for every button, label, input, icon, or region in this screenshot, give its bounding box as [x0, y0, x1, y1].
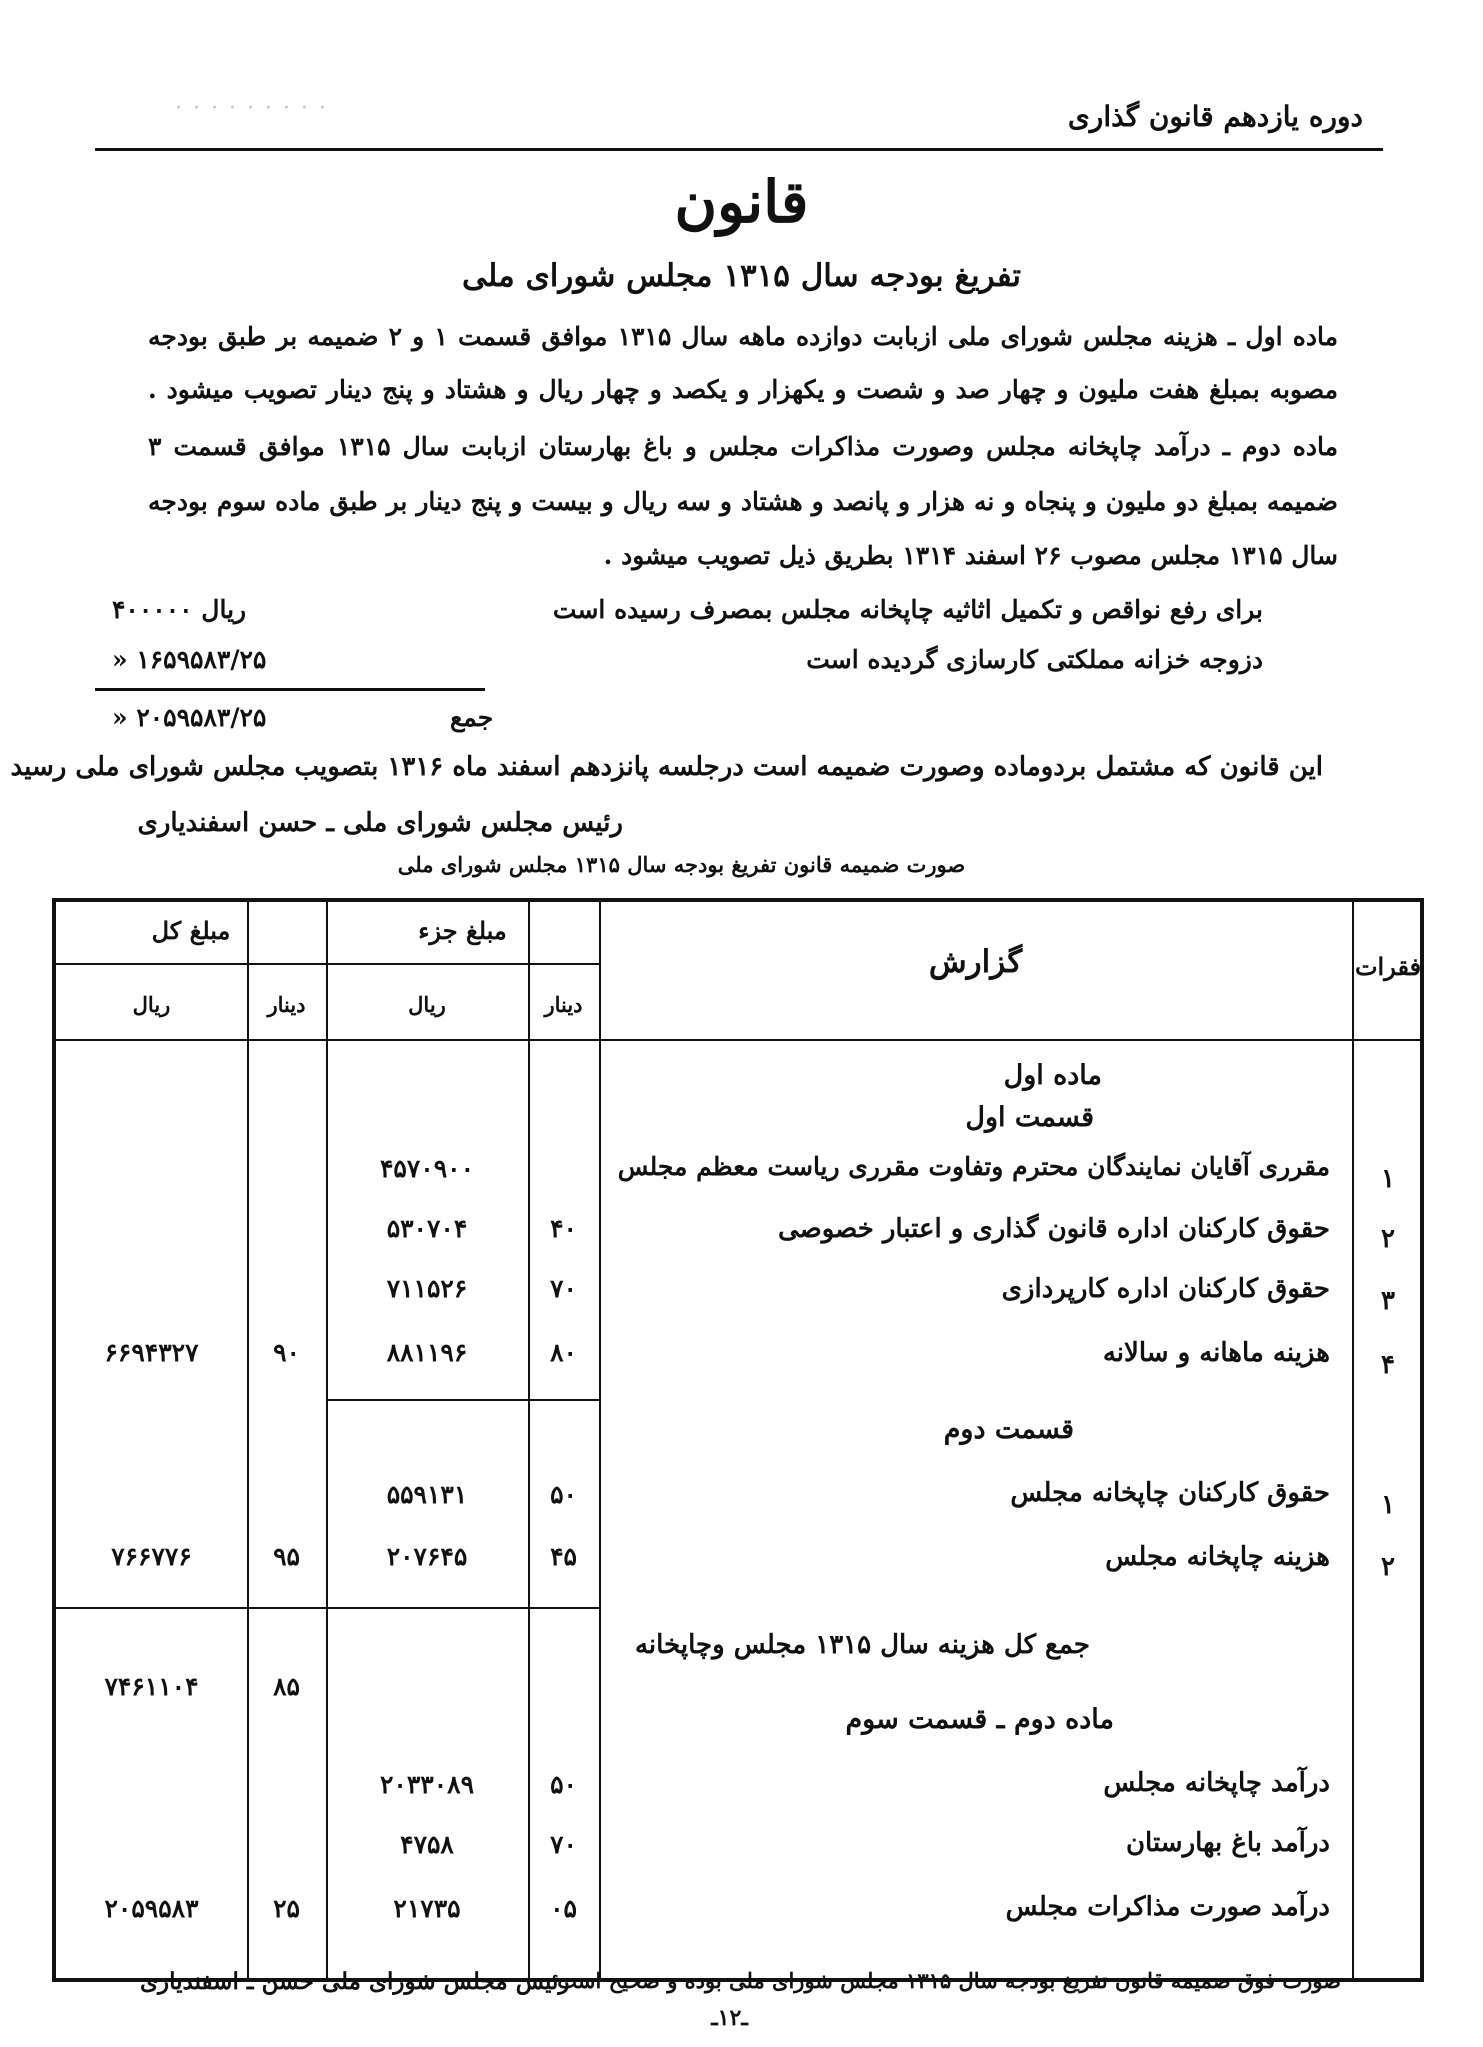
row-number: ۴ — [1381, 1350, 1395, 1380]
item-description: برای رفع نواقص و تکمیل اثاثیه چاپخانه مجلس بمصرف رسیده است — [552, 595, 1263, 624]
partial-dinar: ۷۰ — [550, 1274, 577, 1303]
partial-dinar: ۵۰ — [550, 1480, 577, 1509]
row-description: حقوق کارکنان اداره قانون گذاری و اعتبار خصوصی — [777, 1214, 1330, 1244]
partial-rial: ۲۰۷۶۴۵ — [386, 1542, 468, 1571]
table-hline — [56, 963, 599, 965]
body-line: ماده دوم ـ درآمد چاپخانه مجلس وصورت مذاکرات مجلس و باغ بهارستان ازبابت سال ۱۳۱۵ موافق قسمت ۳ — [148, 432, 1338, 461]
part-heading: قسمت دوم — [943, 1414, 1074, 1445]
row-number: ۱ — [1381, 1164, 1395, 1194]
part-heading: قسمت اول — [965, 1102, 1094, 1133]
body-line: مصوبه بمبلغ هفت ملیون و چهار صد و شصت و یکهزار و یکصد و چهار ریال و هشتاد و پنج دینار تصویب میشود . — [148, 375, 1338, 404]
table-hline — [56, 1607, 599, 1609]
sum-label: جمع — [450, 703, 494, 732]
partial-dinar: ۸۰ — [550, 1338, 577, 1367]
item-amount: » ۱۶۵۹۵۸۳/۲۵ — [112, 645, 267, 674]
row-number: ۲ — [1381, 1224, 1395, 1254]
partial-dinar: ۴۰ — [550, 1214, 577, 1243]
partial-rial: ۲۱۷۳۵ — [393, 1894, 461, 1923]
row-number: ۳ — [1381, 1286, 1395, 1316]
article-heading: ماده اول — [1003, 1060, 1102, 1091]
row-description: مقرری آقایان نمایندگان محترم وتفاوت مقرری ریاست معظم مجلس — [617, 1152, 1330, 1181]
sum-divider — [95, 688, 485, 691]
body-line: ماده اول ـ هزینه مجلس شورای ملی ازبابت دوازده ماهه سال ۱۳۱۵ موافق قسمت ۱ و ۲ ضمیمه بر طبق بودجه — [148, 322, 1338, 351]
total-dinar: ۸۵ — [273, 1672, 300, 1701]
footer-certification: صورت فوق ضمیمه قانون تفریغ بودجه سال ۱۳۱۵ مجلس شورای ملی بوده و صحیح است — [557, 1968, 1341, 1993]
header-rial: ریال — [408, 992, 446, 1017]
partial-rial: ۴۷۵۸ — [400, 1830, 454, 1859]
table-vline — [247, 902, 249, 1978]
header-legislative-term: دوره یازدهم قانون گذاری — [1067, 100, 1363, 133]
partial-rial: ۵۵۹۱۳۱ — [386, 1480, 468, 1509]
partial-rial: ۲۰۳۳۰۸۹ — [380, 1770, 474, 1799]
table-vline — [599, 902, 601, 1978]
header-partial-amount: مبلغ جزء — [418, 916, 507, 945]
grand-total-label: جمع کل هزینه سال ۱۳۱۵ مجلس وچاپخانه — [634, 1630, 1090, 1660]
table-vline — [528, 902, 530, 1978]
header-dinar: دینار — [544, 992, 583, 1017]
law-title: قانون — [674, 168, 809, 236]
page-number: ـ۱۲ـ — [711, 2005, 748, 2031]
header-faint-text: · · · · · · · · · — [175, 96, 328, 121]
annex-title: صورت ضمیمه قانون تفریغ بودجه سال ۱۳۱۵ مجلس شورای ملی — [397, 852, 966, 877]
footer-signature: رئیس مجلس شورای ملی حسن ـ اسفندیاری — [140, 1968, 570, 1995]
law-subtitle: تفریغ بودجه سال ۱۳۱۵ مجلس شورای ملی — [461, 258, 1022, 294]
partial-rial: ۸۸۱۱۹۶ — [386, 1338, 468, 1367]
partial-dinar: ۷۰ — [550, 1830, 577, 1859]
header-rial: ریال — [132, 992, 171, 1017]
row-description: درآمد چاپخانه مجلس — [1103, 1768, 1330, 1798]
total-dinar: ۲۵ — [273, 1894, 300, 1923]
table-hline — [326, 1399, 599, 1401]
body-line: ضمیمه بمبلغ دو ملیون و پنجاه و نه هزار و پانصد و هشتاد و سه ریال و بیست و پنج دینار بر طبق ماده سوم بودجه — [148, 487, 1338, 516]
table-hline — [56, 1039, 1420, 1041]
header-clauses: فقرات — [1354, 952, 1422, 981]
table-vline — [326, 902, 328, 1978]
total-rial: ۷۴۶۱۱۰۴ — [104, 1672, 199, 1701]
sum-amount: » ۲۰۵۹۵۸۳/۲۵ — [112, 703, 267, 732]
total-dinar: ۹۰ — [273, 1338, 300, 1367]
header-report: گزارش — [928, 944, 1023, 980]
item-amount: ریال ۴۰۰۰۰۰ — [112, 595, 247, 624]
header-dinar: دینار — [267, 992, 306, 1017]
table-vline — [1352, 902, 1354, 1978]
total-rial: ۲۰۵۹۵۸۳ — [104, 1894, 199, 1923]
approval-statement: این قانون که مشتمل بردوماده وصورت ضمیمه است درجلسه پانزدهم اسفند ماه ۱۳۱۶ بتصویب مجلس شورای ملی رسید — [10, 752, 1323, 782]
row-description: هزینه چاپخانه مجلس — [1105, 1542, 1330, 1572]
header-total-amount: مبلغ کل — [151, 916, 231, 945]
total-rial: ۶۶۹۴۳۲۷ — [104, 1338, 199, 1367]
partial-rial: ۵۳۰۷۰۴ — [386, 1214, 468, 1243]
partial-rial: ۴۵۷۰۹۰۰ — [380, 1154, 474, 1183]
row-number: ۱ — [1381, 1490, 1395, 1520]
row-description: حقوق کارکنان اداره کارپردازی — [1001, 1274, 1330, 1304]
row-description: حقوق کارکنان چاپخانه مجلس — [1010, 1478, 1330, 1508]
row-description: درآمد باغ بهارستان — [1125, 1828, 1330, 1858]
total-rial: ۷۶۶۷۷۶ — [111, 1542, 192, 1571]
row-number: ۲ — [1381, 1552, 1395, 1582]
partial-dinar: ۵۰ — [550, 1770, 577, 1799]
header-divider — [95, 148, 1383, 151]
partial-rial: ۷۱۱۵۲۶ — [386, 1274, 468, 1303]
row-description: درآمد صورت مذاکرات مجلس — [1005, 1892, 1330, 1922]
total-dinar: ۹۵ — [273, 1542, 300, 1571]
partial-dinar: ۰۵ — [550, 1894, 577, 1923]
partial-dinar: ۴۵ — [550, 1542, 577, 1571]
row-description: هزینه ماهانه و سالانه — [1102, 1338, 1330, 1368]
speaker-signature: رئیس مجلس شورای ملی ـ حسن اسفندیاری — [137, 808, 623, 838]
annex-table — [52, 898, 1424, 1982]
item-description: دزوجه خزانه مملکتی کارسازی گردیده است — [806, 645, 1263, 674]
body-line: سال ۱۳۱۵ مجلس مصوب ۲۶ اسفند ۱۳۱۴ بطریق ذیل تصویب میشود . — [603, 541, 1338, 570]
article-heading: ماده دوم ـ قسمت سوم — [845, 1704, 1114, 1735]
